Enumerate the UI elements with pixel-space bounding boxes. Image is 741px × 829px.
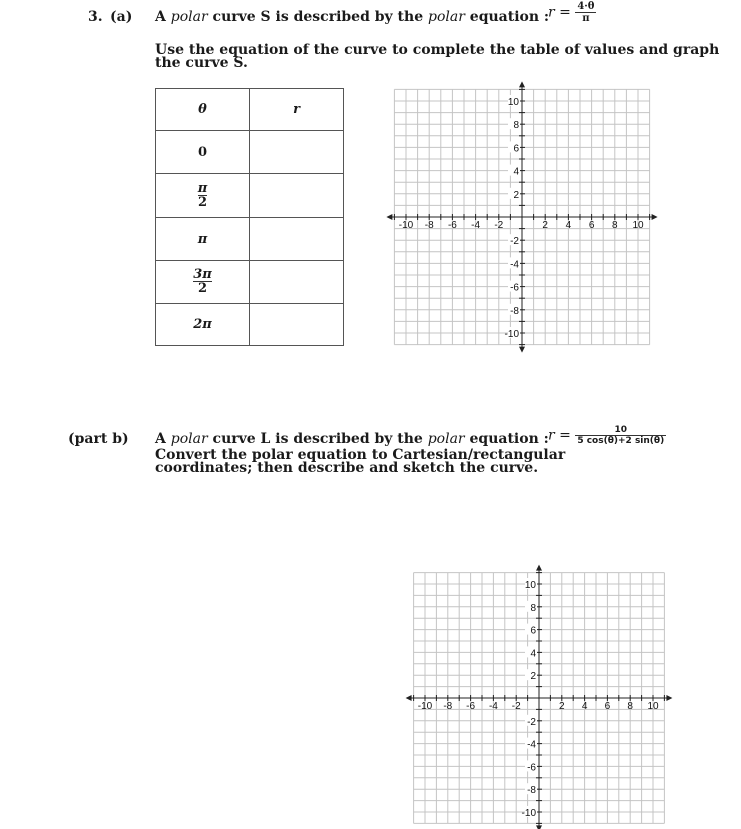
y-tick-label: -4 — [510, 259, 519, 271]
theta-cell: $\frac{3\pi}{2}$ — [156, 261, 250, 304]
table-row — [156, 131, 344, 174]
y-tick-label: -10 — [521, 808, 536, 819]
r-cell[interactable] — [250, 304, 344, 346]
x-tick-label: -8 — [443, 701, 453, 712]
theta-cell: $\frac{\pi}{2}$ — [156, 174, 250, 218]
table-row — [156, 304, 344, 346]
x-tick-label: 4 — [581, 701, 588, 712]
part-b-formula: r = $\frac{10}{5 \cos(\theta)+2 \sin(\theta)}$ — [548, 425, 665, 446]
x-tick-label: -2 — [494, 220, 504, 231]
x-tick-label: -4 — [471, 220, 481, 231]
x-tick-label: -10 — [398, 220, 414, 231]
y-tick-label: 4 — [513, 166, 519, 178]
x-tick-label: 8 — [612, 220, 618, 231]
y-tick-label: -8 — [510, 305, 519, 317]
part-a-statement: A polar curve S is described by the polar equation : — [155, 9, 550, 25]
theta-cell: π — [156, 218, 250, 261]
coordinate-grid-a[interactable] — [385, 80, 665, 355]
r-header: r — [250, 89, 344, 131]
r-cell[interactable] — [250, 218, 344, 261]
r-cell[interactable] — [250, 174, 344, 218]
y-tick-label: 6 — [530, 625, 536, 637]
y-axis-arrow-up — [519, 81, 525, 87]
x-tick-label: 10 — [632, 220, 644, 231]
x-axis-arrow-right — [652, 214, 658, 220]
part-a-label: (a) — [110, 9, 133, 25]
x-tick-label: -4 — [488, 701, 498, 712]
theta-cell: 2π — [156, 304, 250, 346]
y-tick-label: -2 — [527, 716, 536, 728]
y-tick-label: -8 — [527, 785, 536, 797]
part-b-statement: A polar curve L is described by the polar equation : Convert the polar equation to Cartesian/rectangular coordinates; then describe and sketch the curve. — [155, 431, 566, 476]
x-tick-label: 10 — [647, 701, 659, 712]
x-axis-arrow-left — [406, 695, 412, 701]
y-tick-label: 4 — [530, 648, 536, 660]
y-tick-label: -10 — [504, 329, 519, 340]
y-tick-label: 6 — [513, 143, 519, 155]
table-row — [156, 218, 344, 261]
x-tick-label: 2 — [542, 220, 548, 231]
part-a-formula: r = $\frac{4\cdot\theta}{\pi}$ — [548, 1, 595, 24]
x-tick-label: -6 — [447, 220, 457, 231]
y-axis-arrow-down — [536, 825, 542, 829]
y-tick-label: -4 — [527, 739, 536, 751]
x-tick-label: -8 — [424, 220, 434, 231]
coordinate-grid-b[interactable] — [400, 553, 685, 829]
y-tick-label: 2 — [513, 189, 519, 201]
y-tick-label: 10 — [524, 580, 536, 591]
r-cell[interactable] — [250, 261, 344, 304]
y-axis-arrow-down — [519, 347, 525, 353]
part-b-label: (part b) — [68, 431, 129, 447]
x-tick-label: 8 — [627, 701, 633, 712]
y-tick-label: -6 — [510, 282, 519, 294]
x-tick-label: 6 — [588, 220, 595, 231]
table-row — [156, 174, 344, 218]
x-tick-label: -10 — [417, 701, 433, 712]
x-tick-label: -2 — [511, 701, 521, 712]
y-tick-label: 8 — [513, 120, 519, 132]
theta-header: θ — [156, 89, 250, 131]
x-axis-arrow-right — [666, 695, 672, 701]
y-tick-label: -6 — [527, 762, 536, 774]
r-cell[interactable] — [250, 131, 344, 174]
y-tick-label: 8 — [530, 602, 536, 614]
y-tick-label: -2 — [510, 236, 519, 248]
table-header-row — [156, 89, 344, 131]
x-tick-label: 6 — [604, 701, 611, 712]
x-tick-label: 2 — [559, 701, 565, 712]
theta-cell: 0 — [156, 131, 250, 174]
y-tick-label: 2 — [530, 671, 536, 683]
part-a-instruction: Use the equation of the curve to complete the table of values and graph the curve S. — [155, 42, 720, 71]
x-axis-arrow-left — [386, 214, 392, 220]
values-table — [155, 88, 344, 346]
y-tick-label: 10 — [507, 97, 519, 108]
question-number: 3. — [88, 9, 103, 25]
y-axis-arrow-up — [536, 565, 542, 571]
table-row — [156, 261, 344, 304]
x-tick-label: -6 — [466, 701, 476, 712]
x-tick-label: 4 — [565, 220, 572, 231]
